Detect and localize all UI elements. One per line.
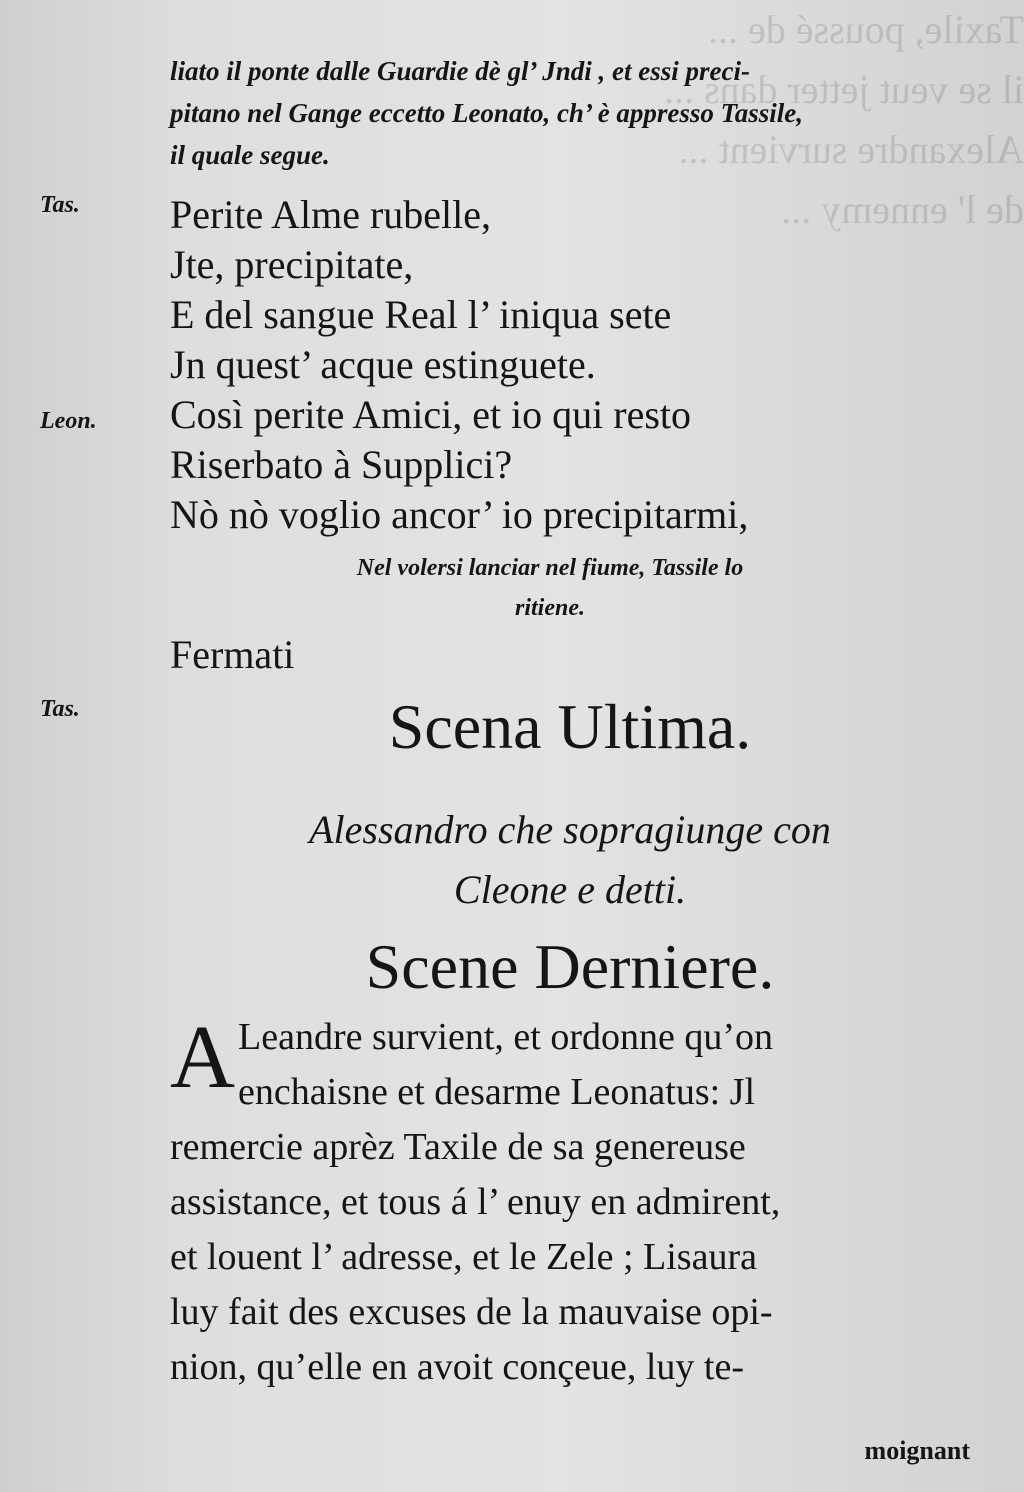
scene-subtitle-italian — [170, 800, 970, 920]
show-through-text: Taxile, poussé de ... il se veut jetter dans ... Alexandre survient ... de l' ennemy ... — [664, 7, 1024, 232]
direction-line: Nel volersi lanciar nel fiume, Tassile lo — [356, 555, 744, 581]
verse-line: Jn quest’ acque estinguete. — [170, 342, 596, 387]
subtitle-line: Cleone e detti. — [453, 867, 687, 912]
prose-line: Leandre survient, et ordonne qu’on — [238, 1016, 773, 1058]
verse-line: Fermati — [170, 632, 295, 677]
verse-line: Perite Alme rubelle, — [170, 192, 492, 237]
scene-title-french: Scene Derniere. — [365, 931, 775, 1002]
french-summary — [170, 1010, 970, 1395]
prose-line: luy fait des excuses de la mauvaise opi- — [170, 1291, 773, 1333]
stage-line: il quale segue. — [170, 140, 330, 170]
verse-line: Così perite Amici, et io qui resto — [170, 392, 692, 437]
stage-line: liato il ponte dalle Guardie dè gl’ Jndi , et essi preci- — [170, 56, 750, 86]
verse-line: Jte, precipitate, — [170, 242, 414, 287]
scene-title-italian: Scena Ultima. — [388, 691, 752, 762]
stage-line: pitano nel Gange eccetto Leonato, ch’ è appresso Tassile, — [170, 98, 803, 128]
prose-line: assistance, et tous á l’ enuy en admirent, — [170, 1181, 781, 1223]
verse-line: E del sangue Real l’ iniqua sete — [170, 292, 672, 337]
stage-direction-top — [170, 50, 980, 176]
stage-direction-middle — [250, 548, 850, 628]
drop-cap: A — [170, 1008, 235, 1107]
prose-line: nion, qu’elle en avoit conçeue, luy te- — [170, 1346, 745, 1388]
catchword: moignant — [864, 1436, 970, 1465]
speech-tassile — [170, 190, 671, 390]
speaker-tas: Tas. — [40, 192, 80, 218]
verse-line: Nò nò voglio ancor’ io precipitarmi, — [170, 492, 749, 537]
speaker-leon: Leon. — [40, 408, 97, 434]
fermati-line — [170, 630, 294, 680]
speech-leonato — [170, 390, 748, 540]
subtitle-line: Alessandro che sopragiunge con — [309, 807, 831, 852]
prose-line: remercie aprèz Taxile de sa genereuse — [170, 1126, 746, 1168]
speaker-tas-2: Tas. — [40, 696, 80, 722]
prose-line: enchaisne et desarme Leonatus: Jl — [238, 1071, 756, 1113]
direction-line: ritiene. — [515, 595, 585, 621]
verse-line: Riserbato à Supplici? — [170, 442, 513, 487]
prose-line: et louent l’ adresse, et le Zele ; Lisaura — [170, 1236, 757, 1278]
